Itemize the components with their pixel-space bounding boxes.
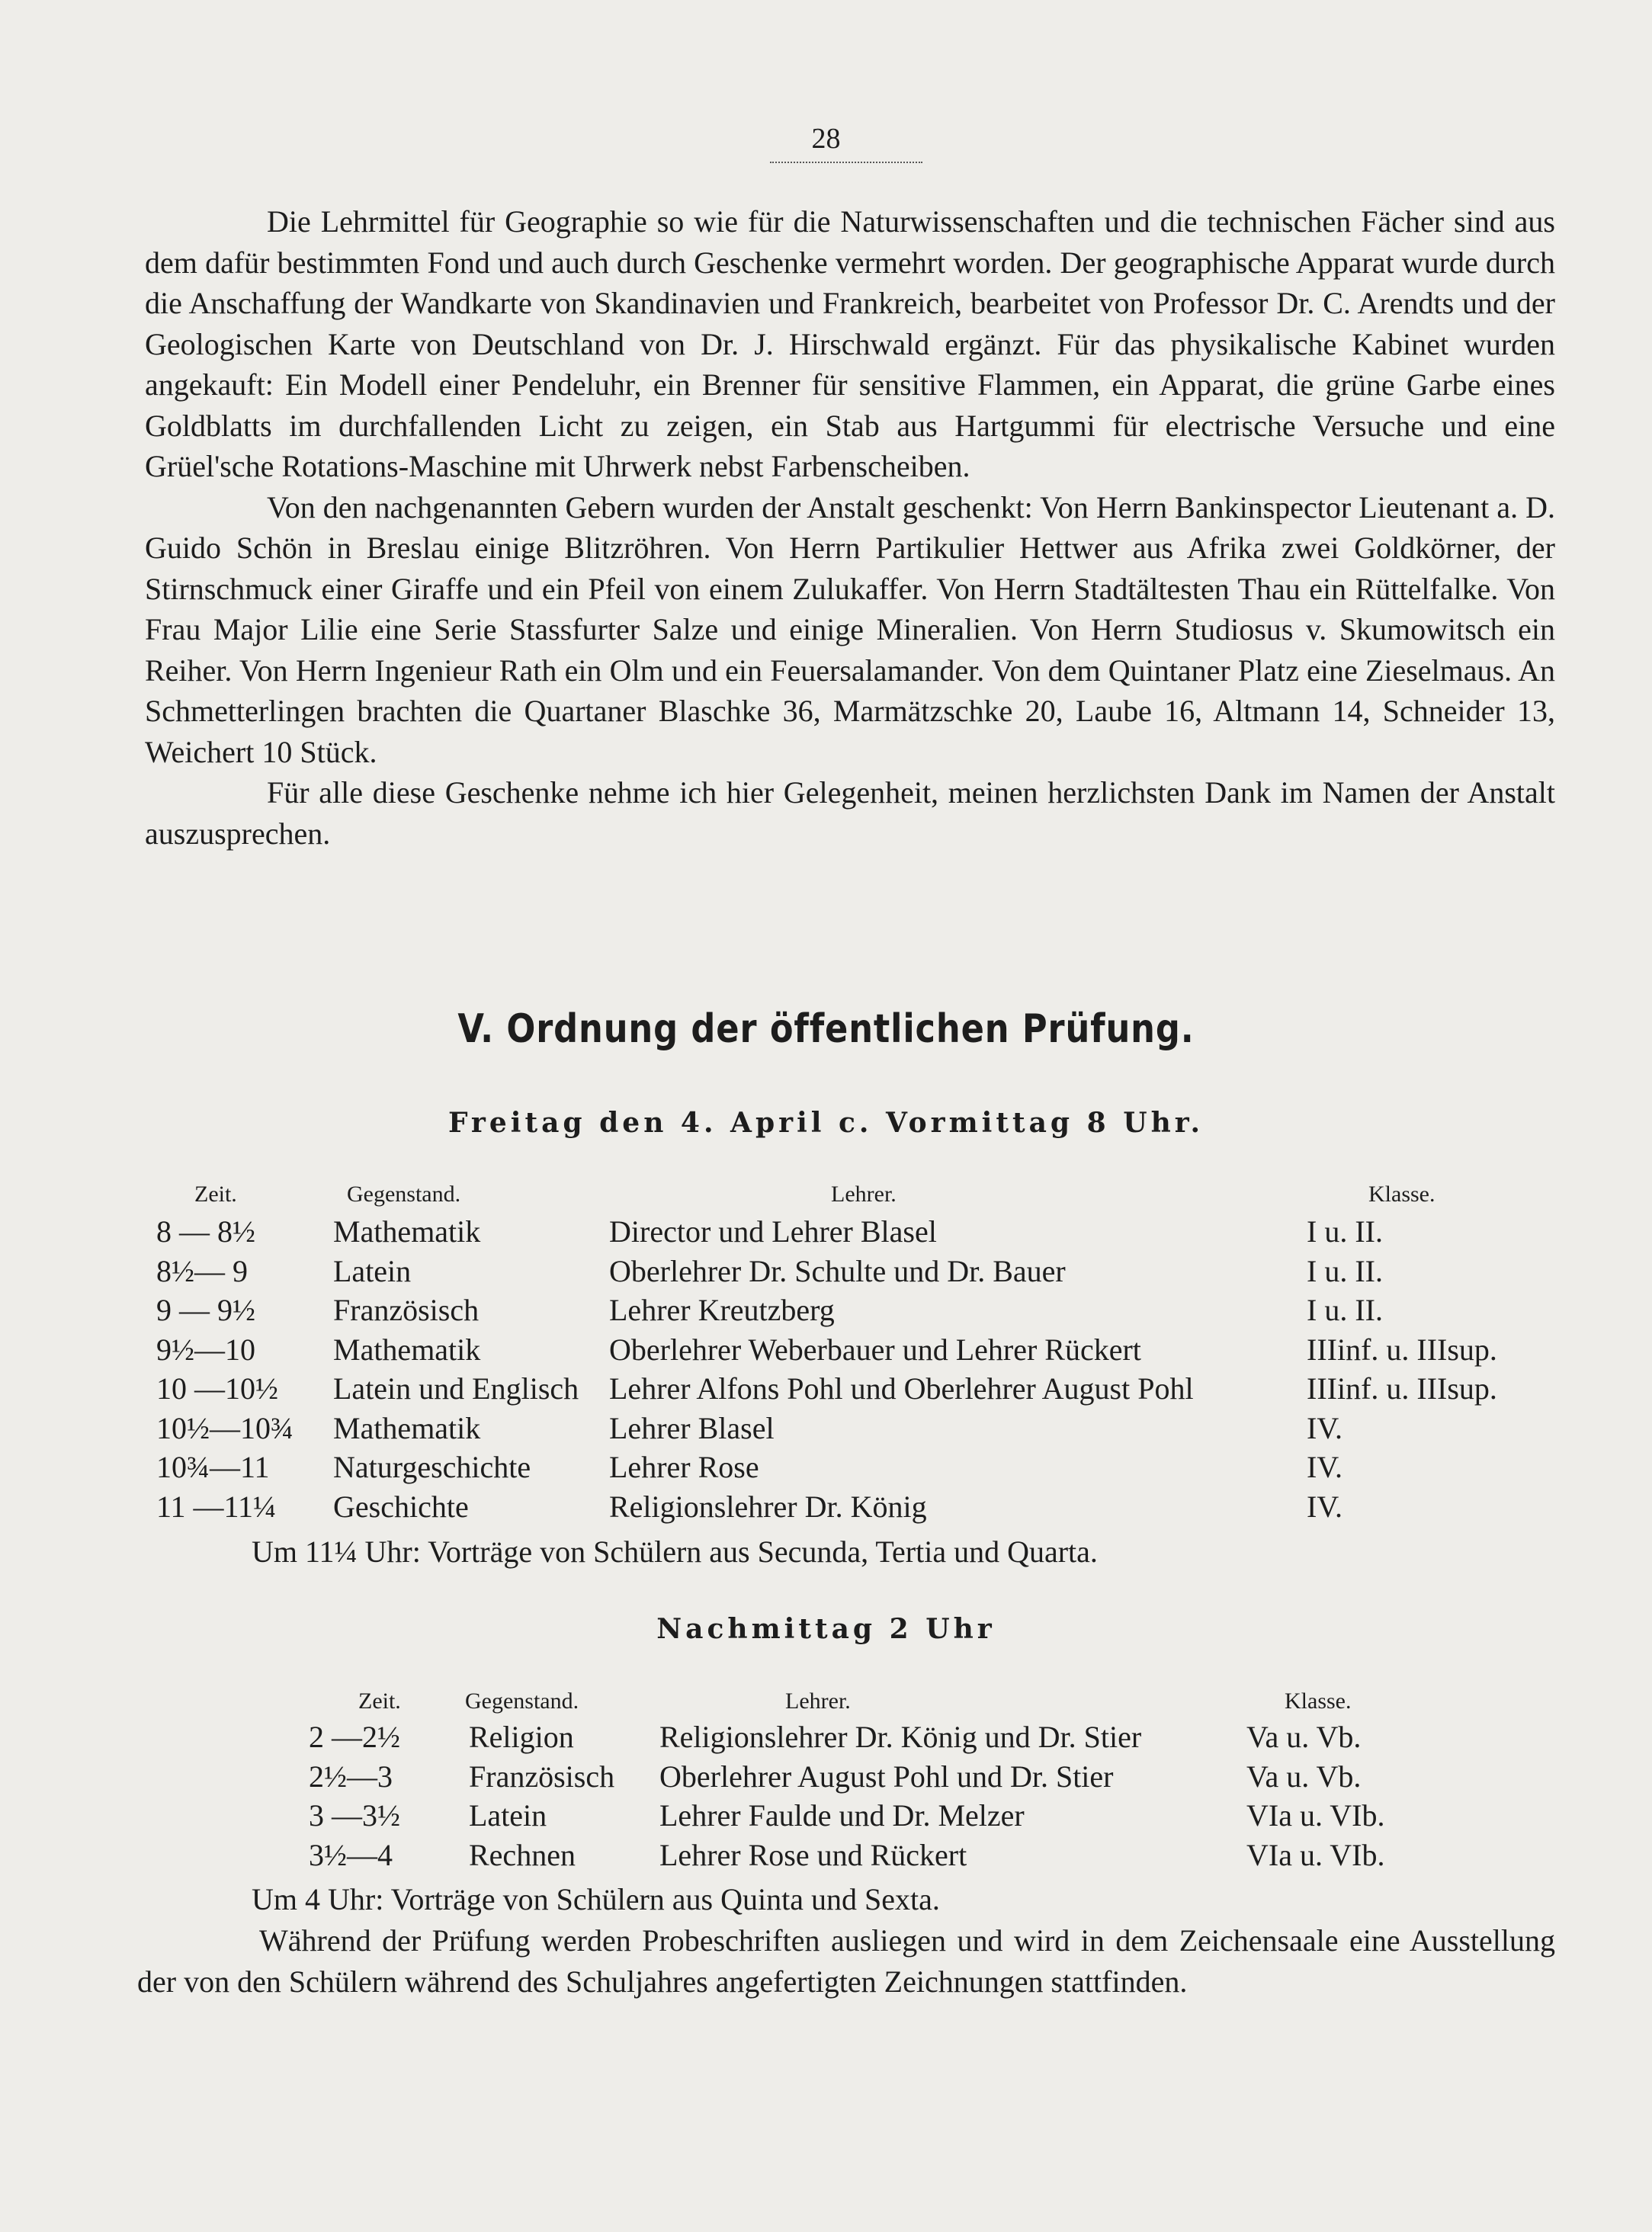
morning-header-time: Zeit. bbox=[194, 1182, 237, 1207]
morning-header-teacher: Lehrer. bbox=[831, 1182, 897, 1207]
schedule-time-cell: 3 —3½ bbox=[309, 1798, 400, 1833]
schedule-teacher-cell: Lehrer Kreutzberg bbox=[609, 1293, 835, 1328]
schedule-class-cell: Va u. Vb. bbox=[1246, 1720, 1362, 1755]
morning-closing: Um 11¼ Uhr: Vorträge von Schülern aus Secunda, Tertia und Quarta. bbox=[252, 1534, 1098, 1569]
morning-title: Freitag den 4. April c. Vormittag 8 Uhr. bbox=[448, 1107, 1204, 1139]
schedule-subject-cell: Mathematik bbox=[333, 1410, 481, 1445]
schedule-class-cell: IV. bbox=[1307, 1489, 1343, 1524]
schedule-subject-cell: Französisch bbox=[469, 1759, 615, 1794]
schedule-time-cell: 10¾—11 bbox=[156, 1450, 270, 1485]
morning-header-subject: Gegenstand. bbox=[347, 1182, 461, 1207]
paragraph-lehrmittel: Die Lehrmittel für Geographie so wie für die Naturwissenschaften und die technischen Fächer sind aus dem dafür bestimmten Fond und auch durch Geschenke vermehrt worden. Der geographische Apparat wurde durch die Anschaffung der Wandkarte von Skandinavien und Frankreich, bearbeitet von Professor Dr. C. Arendts und der Geologischen Karte von Deutschland von Dr. J. Hirschwald ergänzt. Für das physikalische Kabinet wurden angekauft: Ein Modell einer Pendeluhr, ein Brenner für sensitive Flammen, ein Apparat, die grüne Garbe eines Goldblatts im durchfallenden Licht zu zeigen, ein Stab aus Hartgummi für electrische Versuche und eine Grüel'sche Rotations-Maschine mit Uhrwerk nebst Farbenscheiben. bbox=[145, 204, 1555, 483]
schedule-row bbox=[309, 1796, 1475, 1836]
schedule-class-cell: IIIinf. u. IIIsup. bbox=[1307, 1332, 1497, 1367]
schedule-subject-cell: Religion bbox=[469, 1720, 574, 1755]
schedule-time-cell: 8½— 9 bbox=[156, 1253, 248, 1288]
afternoon-closing: Um 4 Uhr: Vorträge von Schülern aus Quinta und Sexta. bbox=[252, 1882, 940, 1916]
paragraph-ausstellung: Während der Prüfung werden Probeschriften ausliegen und wird in dem Zeichensaale eine Ausstellung der von den Schülern während des Schuljahres angefertigten Zeichnungen stattfinden. bbox=[137, 1923, 1555, 1999]
body-text-bottom bbox=[137, 1920, 1555, 2002]
schedule-teacher-cell: Director und Lehrer Blasel bbox=[609, 1214, 937, 1249]
schedule-row bbox=[156, 1291, 1543, 1330]
schedule-time-cell: 11 —11¼ bbox=[156, 1489, 277, 1524]
schedule-teacher-cell: Religionslehrer Dr. König bbox=[609, 1489, 927, 1524]
schedule-subject-cell: Latein und Englisch bbox=[333, 1371, 579, 1406]
schedule-teacher-cell: Religionslehrer Dr. König und Dr. Stier bbox=[659, 1720, 1142, 1755]
schedule-time-cell: 9 — 9½ bbox=[156, 1293, 255, 1328]
page-number: 28 bbox=[811, 123, 841, 155]
schedule-subject-cell: Rechnen bbox=[469, 1837, 576, 1872]
schedule-row bbox=[309, 1757, 1475, 1797]
schedule-class-cell: I u. II. bbox=[1307, 1253, 1383, 1288]
schedule-row bbox=[309, 1717, 1475, 1757]
schedule-time-cell: 2½—3 bbox=[309, 1759, 393, 1794]
paragraph-geschenke: Von den nachgenannten Gebern wurden der Anstalt geschenkt: Von Herrn Bankinspector Lieutenant a. D. Guido Schön in Breslau einige Blitzröhren. Von Herrn Partikulier Hettwer aus Afrika zwei Goldkörner, der Stirnschmuck einer Giraffe und ein Pfeil von einem Zulukaffer. Von Herrn Stadtältesten Thau ein Rüttelfalke. Von Frau Major Lilie eine Serie Stassfurter Salze und einige Mineralien. Von Herrn Studiosus v. Skumowitsch ein Reiher. Von Herrn Ingenieur Rath ein Olm und ein Feuersalamander. Von dem Quintaner Platz eine Zieselmaus. An Schmetterlingen brachten die Quartaner Blaschke 36, Marmätzschke 20, Laube 16, Altmann 14, Schneider 13, Weichert 10 Stück. bbox=[145, 489, 1555, 769]
schedule-teacher-cell: Lehrer Alfons Pohl und Oberlehrer August Pohl bbox=[609, 1371, 1194, 1406]
schedule-row bbox=[156, 1487, 1543, 1527]
schedule-class-cell: Va u. Vb. bbox=[1246, 1759, 1362, 1794]
schedule-class-cell: I u. II. bbox=[1307, 1214, 1383, 1249]
schedule-teacher-cell: Lehrer Rose bbox=[609, 1450, 759, 1485]
afternoon-title: Nachmittag 2 Uhr bbox=[656, 1613, 996, 1645]
schedule-row bbox=[156, 1212, 1543, 1252]
section-title: V. Ordnung der öffentlichen Prüfung. bbox=[457, 1006, 1195, 1052]
schedule-row bbox=[156, 1252, 1543, 1291]
schedule-subject-cell: Latein bbox=[333, 1253, 412, 1288]
schedule-row bbox=[309, 1836, 1475, 1875]
schedule-teacher-cell: Lehrer Blasel bbox=[609, 1410, 775, 1445]
schedule-time-cell: 10½—10¾ bbox=[156, 1410, 294, 1445]
schedule-teacher-cell: Oberlehrer Dr. Schulte und Dr. Bauer bbox=[609, 1253, 1066, 1288]
page-number-ornament bbox=[770, 162, 922, 168]
schedule-row bbox=[156, 1409, 1543, 1448]
afternoon-header-class: Klasse. bbox=[1285, 1688, 1352, 1714]
schedule-subject-cell: Französisch bbox=[333, 1293, 480, 1328]
schedule-subject-cell: Geschichte bbox=[333, 1489, 469, 1524]
schedule-subject-cell: Latein bbox=[469, 1798, 547, 1833]
schedule-row bbox=[156, 1448, 1543, 1487]
schedule-row bbox=[156, 1369, 1543, 1409]
schedule-row bbox=[156, 1330, 1543, 1370]
schedule-time-cell: 8 — 8½ bbox=[156, 1214, 255, 1249]
morning-schedule-table bbox=[156, 1212, 1543, 1526]
afternoon-header-subject: Gegenstand. bbox=[465, 1688, 579, 1714]
afternoon-header-time: Zeit. bbox=[358, 1688, 401, 1714]
schedule-time-cell: 3½—4 bbox=[309, 1837, 393, 1872]
schedule-teacher-cell: Oberlehrer Weberbauer und Lehrer Rückert bbox=[609, 1332, 1141, 1367]
schedule-subject-cell: Naturgeschichte bbox=[333, 1450, 531, 1485]
afternoon-schedule-table bbox=[309, 1717, 1475, 1874]
schedule-teacher-cell: Oberlehrer August Pohl und Dr. Stier bbox=[659, 1759, 1114, 1794]
schedule-time-cell: 2 —2½ bbox=[309, 1720, 400, 1755]
schedule-teacher-cell: Lehrer Rose und Rückert bbox=[659, 1837, 967, 1872]
schedule-subject-cell: Mathematik bbox=[333, 1214, 481, 1249]
schedule-subject-cell: Mathematik bbox=[333, 1332, 481, 1367]
schedule-time-cell: 9½—10 bbox=[156, 1332, 255, 1367]
schedule-class-cell: IIIinf. u. IIIsup. bbox=[1307, 1371, 1497, 1406]
body-text-top bbox=[145, 201, 1555, 854]
schedule-teacher-cell: Lehrer Faulde und Dr. Melzer bbox=[659, 1798, 1025, 1833]
schedule-class-cell: IV. bbox=[1307, 1410, 1343, 1445]
paragraph-dank: Für alle diese Geschenke nehme ich hier Gelegenheit, meinen herzlichsten Dank im Namen der Anstalt auszusprechen. bbox=[145, 775, 1555, 851]
schedule-time-cell: 10 —10½ bbox=[156, 1371, 278, 1406]
schedule-class-cell: IV. bbox=[1307, 1450, 1343, 1485]
schedule-class-cell: I u. II. bbox=[1307, 1293, 1383, 1328]
schedule-class-cell: VIa u. VIb. bbox=[1246, 1798, 1385, 1833]
afternoon-header-teacher: Lehrer. bbox=[785, 1688, 851, 1714]
schedule-class-cell: VIa u. VIb. bbox=[1246, 1837, 1385, 1872]
morning-header-class: Klasse. bbox=[1368, 1182, 1435, 1207]
